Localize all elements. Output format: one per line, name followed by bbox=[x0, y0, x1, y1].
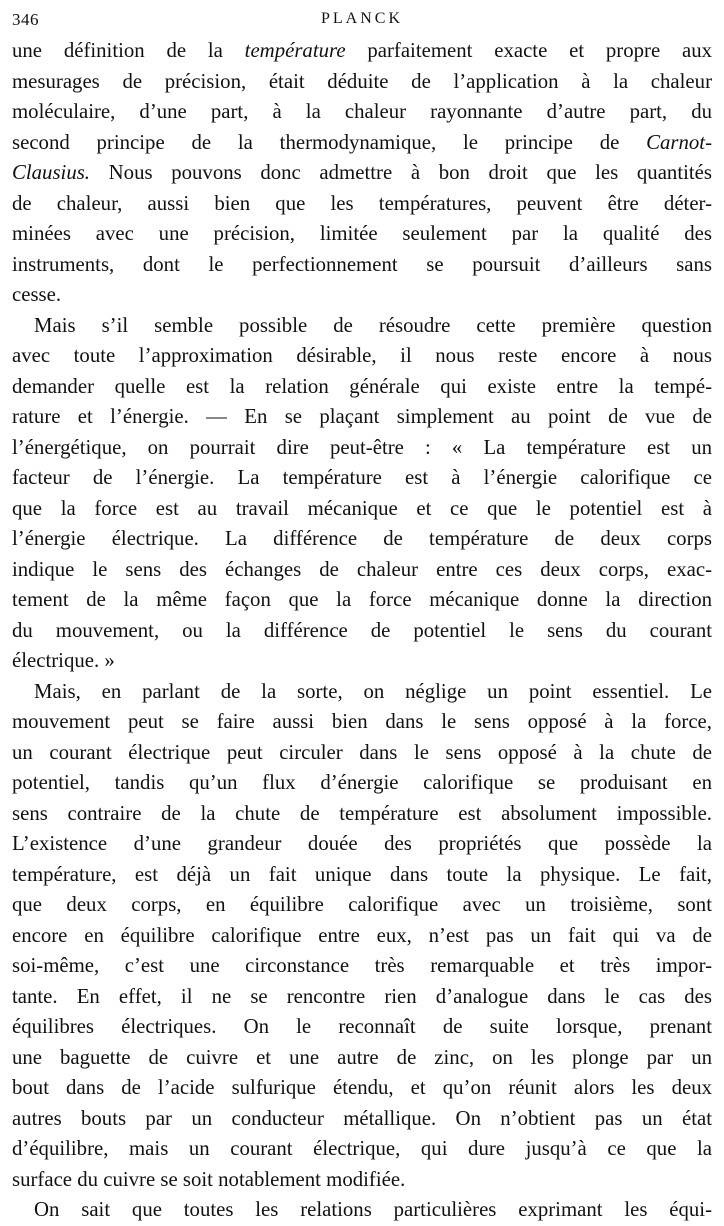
text-run: d’équilibre, mais un courant électrique, qui dure jusqu’à ce que la bbox=[12, 1137, 712, 1160]
text-line bbox=[12, 1134, 712, 1165]
text-line bbox=[12, 585, 712, 616]
text-line bbox=[12, 1012, 712, 1043]
text-line bbox=[12, 189, 712, 220]
text-run: Mais, en parlant de la sorte, on néglige un point essentiel. Le bbox=[34, 679, 712, 703]
text-run: Nous pouvons donc admettre à bon droit que les quantités bbox=[90, 161, 712, 184]
text-line bbox=[12, 799, 712, 830]
text-run: soi-même, c’est une circonstance très remarquable et très impor- bbox=[12, 954, 712, 977]
text-run: que la force est au travail mécanique et ce que le potentiel est à bbox=[12, 496, 712, 520]
text-line bbox=[12, 219, 712, 250]
text-run: instruments, dont le perfectionnement se poursuit d’ailleurs sans bbox=[12, 252, 712, 276]
text-run: facteur de l’énergie. La température est à l’énergie calorifique ce bbox=[12, 466, 712, 489]
page-number: 346 bbox=[12, 10, 39, 29]
text-run: Mais s’il semble possible de résoudre cette première question bbox=[34, 313, 712, 337]
text-run: équilibres électriques. On le reconnaît de suite lorsque, prenant bbox=[12, 1015, 712, 1038]
italic-run: Clausius. bbox=[12, 161, 91, 184]
text-run: surface du cuivre se soit notablement modifiée. bbox=[12, 1167, 406, 1191]
text-line bbox=[12, 341, 712, 372]
text-run: encore en équilibre calorifique entre eux, n’est pas un fait qui va de bbox=[12, 923, 712, 947]
text-line bbox=[12, 433, 712, 464]
text-run: sens contraire de la chute de température est absolument impossible. bbox=[12, 801, 712, 825]
italic-run: température bbox=[244, 39, 346, 62]
text-run: un courant électrique peut circuler dans le sens opposé à la chute de bbox=[12, 740, 712, 764]
text-line bbox=[12, 738, 712, 769]
text-run: demander quelle est la relation générale qui existe entre la tempé- bbox=[12, 374, 712, 398]
text-run: une définition de la bbox=[12, 39, 245, 62]
book-page bbox=[12, 6, 712, 1226]
text-line bbox=[12, 372, 712, 403]
text-run: du mouvement, ou la différence de potentiel le sens du courant bbox=[12, 618, 712, 642]
text-line bbox=[12, 250, 712, 281]
text-line bbox=[12, 128, 712, 159]
text-line bbox=[12, 67, 712, 98]
text-run: minées avec une précision, limitée seulement par la qualité des bbox=[12, 222, 712, 245]
text-line bbox=[12, 280, 712, 311]
italic-run: Carnot- bbox=[646, 130, 712, 154]
text-line bbox=[12, 768, 712, 799]
text-line bbox=[12, 829, 712, 860]
text-line bbox=[12, 402, 712, 433]
text-line bbox=[12, 494, 712, 525]
text-line bbox=[12, 1073, 712, 1104]
text-line bbox=[12, 36, 712, 67]
text-run: tement de la même façon que la force mécanique donne la direction bbox=[12, 588, 712, 611]
body-text bbox=[12, 36, 712, 1226]
text-run: mesurages de précision, était déduite de l’application à la chaleur bbox=[12, 69, 712, 93]
text-run: autres bouts par un conducteur métallique. On n’obtient pas un état bbox=[12, 1106, 712, 1130]
text-run: second principe de la thermodynamique, le principe de bbox=[12, 130, 647, 154]
text-line bbox=[12, 921, 712, 952]
text-line bbox=[12, 982, 712, 1013]
text-run: moléculaire, d’une part, à la chaleur rayonnante d’autre part, du bbox=[12, 100, 712, 123]
text-run: indique le sens des échanges de chaleur entre ces deux corps, exac- bbox=[12, 557, 712, 581]
text-line bbox=[12, 890, 712, 921]
text-line bbox=[12, 646, 712, 677]
text-line bbox=[12, 951, 712, 982]
text-run: électrique. » bbox=[12, 649, 115, 672]
text-line bbox=[12, 524, 712, 555]
text-line bbox=[12, 311, 712, 342]
text-run: avec toute l’approximation désirable, il nous reste encore à nous bbox=[12, 344, 712, 367]
text-line bbox=[12, 555, 712, 586]
text-line bbox=[12, 1043, 712, 1074]
text-run: L’existence d’une grandeur douée des propriétés que possède la bbox=[12, 832, 712, 855]
text-run: cesse. bbox=[12, 283, 62, 306]
text-line bbox=[12, 677, 712, 708]
text-run: une baguette de cuivre et une autre de zinc, on les plonge par un bbox=[12, 1045, 712, 1069]
text-run: rature et l’énergie. — En se plaçant simplement au point de vue de bbox=[12, 405, 712, 428]
text-run: potentiel, tandis qu’un flux d’énergie calorifique se produisant en bbox=[12, 771, 712, 794]
text-line bbox=[12, 616, 712, 647]
text-run: de chaleur, aussi bien que les températures, peuvent être déter- bbox=[12, 191, 712, 215]
text-line bbox=[12, 1104, 712, 1135]
page-header bbox=[12, 6, 712, 36]
text-line bbox=[12, 158, 712, 189]
text-run: parfaitement exacte et propre aux bbox=[345, 39, 712, 62]
text-line bbox=[12, 463, 712, 494]
text-run: température, est déjà un fait unique dans toute la physique. Le fait, bbox=[12, 862, 712, 886]
text-run: que deux corps, en équilibre calorifique avec un troisième, sont bbox=[12, 893, 712, 916]
text-line bbox=[12, 1165, 712, 1196]
text-run: l’énergie électrique. La différence de température de deux corps bbox=[12, 527, 712, 550]
text-run: tante. En effet, il ne se rencontre rien d’analogue dans le cas des bbox=[12, 984, 712, 1008]
text-run: On sait que toutes les relations particulières exprimant les équi- bbox=[34, 1198, 712, 1221]
text-line bbox=[12, 860, 712, 891]
text-line bbox=[12, 97, 712, 128]
text-run: bout dans de l’acide sulfurique étendu, et qu’on réunit alors les deux bbox=[12, 1076, 712, 1099]
running-head: PLANCK bbox=[320, 10, 403, 27]
text-line bbox=[12, 707, 712, 738]
text-run: l’énergétique, on pourrait dire peut-être : « La température est un bbox=[12, 435, 712, 459]
text-run: mouvement peut se faire aussi bien dans le sens opposé à la force, bbox=[12, 710, 712, 733]
